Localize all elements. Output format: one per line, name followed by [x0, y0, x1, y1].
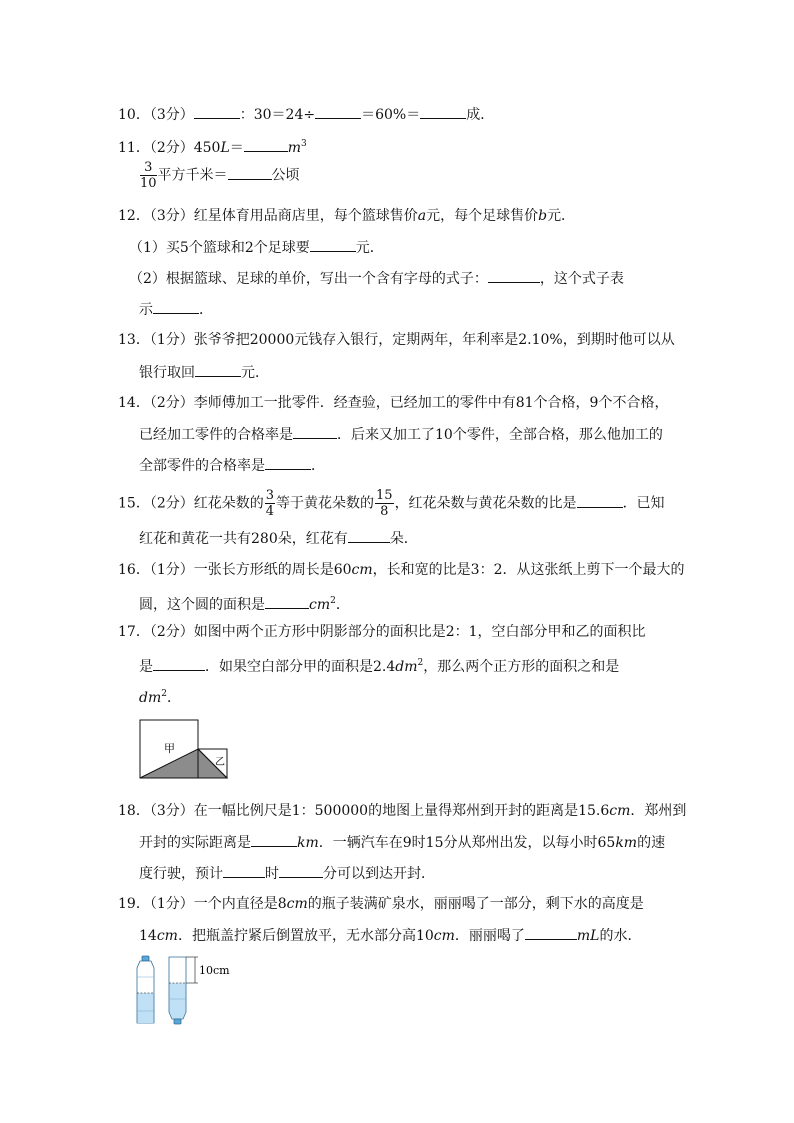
answer-blank[interactable]	[577, 493, 623, 508]
question-17: 17．（2分）如图中两个正方形中阴影部分的面积比是2：1，空白部分甲和乙的面积比	[118, 624, 646, 640]
question-12-part-2: （2）根据篮球、足球的单价，写出一个含有字母的式子： ，这个式子表	[129, 268, 624, 289]
answer-blank[interactable]	[228, 165, 272, 180]
answer-blank[interactable]	[525, 925, 577, 940]
answer-blank[interactable]	[348, 528, 390, 543]
answer-blank[interactable]	[420, 104, 466, 119]
question-15: 15．（2分）红花朵数的 $\frac{3}{4}$ 等于黄花朵数的 $\frac{15}{8}$ ，红花朵数与黄花朵数的比是 ．已知	[118, 488, 665, 519]
answer-blank[interactable]	[244, 137, 288, 152]
question-17-cont-2: $dm^2$．	[139, 689, 181, 706]
question-14-cont: 已经加工零件的合格率是 ．后来又加工了10个零件，全部合格，那么他加工的	[139, 424, 663, 445]
water-level	[138, 993, 154, 1023]
answer-blank[interactable]	[310, 237, 356, 252]
question-12: 12．（3分）红星体育用品商店里，每个篮球售价a元，每个足球售价b元．	[118, 208, 576, 224]
answer-blank[interactable]	[195, 362, 241, 377]
answer-blank[interactable]	[153, 656, 205, 671]
question-12-part-2-cont: 示 ．	[139, 299, 213, 320]
answer-blank[interactable]	[315, 104, 361, 119]
label-yi: 乙	[215, 757, 225, 768]
answer-blank[interactable]	[251, 832, 297, 847]
answer-blank[interactable]	[279, 863, 323, 878]
dimension-label: 10cm	[199, 964, 230, 977]
question-19-cont: 14cm．把瓶盖拧紧后倒置放平，无水部分高10cm．丽丽喝了 mL的水．	[139, 925, 641, 946]
question-13-cont: 银行取回 元．	[139, 362, 269, 383]
question-18: 18．（3分）在一幅比例尺是1：500000的地图上量得郑州到开封的距离是15.6cm．郑州到	[118, 803, 687, 819]
water-level	[170, 983, 186, 1012]
answer-blank[interactable]	[194, 104, 240, 119]
question-14: 14．（2分）李师傅加工一批零件．经查验，已经加工的零件中有81个合格，9个不合格，	[118, 395, 669, 411]
question-12-part-1: （1）买5个篮球和2个足球要 元．	[129, 237, 384, 258]
fraction: $\frac{15}{8}$	[376, 488, 393, 519]
question-10: 10．（3分） ：30＝24÷ ＝60%＝ 成．	[118, 104, 494, 125]
answer-blank[interactable]	[223, 863, 265, 878]
upright-bottle	[137, 956, 154, 1023]
question-13: 13．（1分）张爷爷把20000元钱存入银行，定期两年，年利率是2.10%，到期时他可以从	[118, 332, 675, 348]
inverted-bottle	[169, 957, 198, 1024]
question-16: 16．（1分）一张长方形纸的周长是60cm，长和宽的比是3：2．从这张纸上剪下一个最大的	[118, 562, 685, 578]
answer-blank[interactable]	[153, 299, 199, 314]
question-19: 19．（1分）一个内直径是8cm的瓶子装满矿泉水，丽丽喝了一部分，剩下水的高度是	[118, 896, 644, 912]
bottles-figure	[136, 955, 246, 1027]
answer-blank[interactable]	[265, 594, 309, 609]
answer-blank[interactable]	[293, 424, 337, 439]
fraction: $\frac{3}{10}$	[140, 160, 157, 191]
question-11-part-2: $\frac{3}{10}$ 平方千米＝ 公顷	[140, 160, 300, 191]
question-14-cont-2: 全部零件的合格率是 ．	[139, 455, 325, 476]
two-squares-figure	[139, 718, 239, 780]
question-18-cont-2: 度行驶，预计 时 分可以到达开封．	[139, 863, 435, 884]
answer-blank[interactable]	[265, 455, 311, 470]
question-16-cont: 圆，这个圆的面积是 $cm^2$．	[139, 596, 350, 613]
question-17-cont: 是 ．如果空白部分甲的面积是$2.4dm^2$，那么两个正方形的面积之和是	[139, 658, 620, 675]
question-11: 11．（2分）$450L= m^3$	[118, 139, 307, 156]
fraction: $\frac{3}{4}$	[265, 488, 275, 519]
answer-blank[interactable]	[488, 268, 540, 283]
question-15-cont: 红花和黄花一共有280朵，红花有 朵．	[139, 528, 418, 549]
question-18-cont: 开封的实际距离是 km．一辆汽车在9时15分从郑州出发，以每小时65km的速	[139, 832, 665, 853]
label-jia: 甲	[164, 742, 175, 755]
